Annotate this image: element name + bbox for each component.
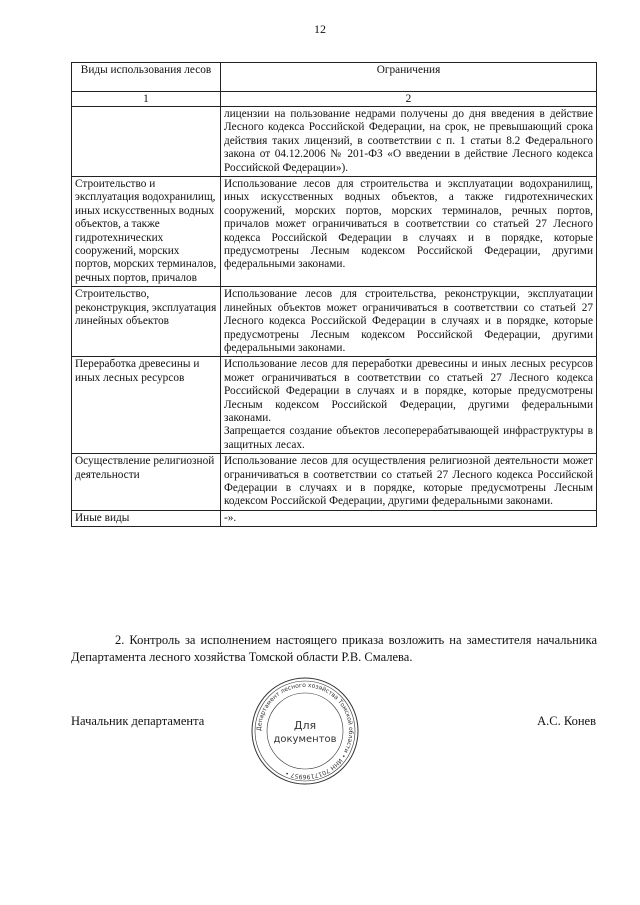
stamp-center-line-2: документов: [273, 734, 337, 745]
forest-use-type-cell: Переработка древесины и иных лесных ресурсов: [72, 357, 221, 454]
closing-paragraph: 2. Контроль за исполнением настоящего приказа возложить на заместителя начальника Департамента лесного хозяйства Томской области Р.В. Смалева.: [71, 633, 597, 664]
restriction-text: -».: [224, 511, 237, 524]
table-row: [72, 454, 597, 511]
forest-use-type-cell: [72, 107, 221, 177]
column-number-row: [72, 92, 597, 107]
restriction-cell: [221, 177, 597, 287]
restriction-text: Запрещается создание объектов лесоперерабатывающей инфраструктуры в защитных лесах.: [224, 425, 593, 451]
forest-use-type-cell: Строительство, реконструкция, эксплуатация линейных объектов: [72, 287, 221, 357]
restriction-text: Использование лесов для осуществления религиозной деятельности может ограничиваться в соответствии со статьей 27 Лесного кодекса Российской Федерации в случаях и в порядке, которые предусмотрены Лесным кодексом Российской Федерации, другими федеральными законами.: [224, 455, 593, 508]
restriction-cell: [221, 510, 597, 526]
restriction-text: Использование лесов для строительства и эксплуатации водохранилищ, иных искусственных водных объектов, а также гидротехнических сооружений, морских портов, морских терминалов, речных портов, причалов может ограничиваться в соответствии со статьей 27 Лесного кодекса Российской Федерации в случаях и в порядке, которые предусмотрены Лесным кодексом Российской Федерации, другими федеральными законами.: [224, 178, 593, 271]
restriction-cell: [221, 287, 597, 357]
stamp-center-line-1: Для: [293, 719, 317, 732]
table-row: [72, 510, 597, 526]
forest-use-restrictions-table: [71, 62, 597, 527]
column-number-1: 1: [72, 92, 221, 107]
restriction-cell: [221, 357, 597, 454]
table-row: [72, 177, 597, 287]
signature-name: А.С. Конев: [537, 714, 596, 728]
table-row: [72, 357, 597, 454]
official-stamp: [250, 676, 360, 786]
signature-title: Начальник департамента: [71, 714, 205, 728]
header-forest-use-types: Виды использования лесов: [72, 63, 221, 92]
restriction-continuation-cell: лицензии на пользование недрами получены до дня введения в действие Лесного кодекса Российской Федерации, на срок, не превышающий срока действия таких лицензий, в соответствии с п. 1 статьи 8.2 Федерального закона от 04.12.2006 № 201-ФЗ «О введении в действие Лесного кодекса Российской Федерации»).: [221, 107, 597, 177]
table-row: [72, 107, 597, 177]
column-number-2: 2: [221, 92, 597, 107]
restriction-text: Использование лесов для переработки древесины и иных лесных ресурсов может ограничиваться в соответствии со статьей 27 Лесного кодекса Российской Федерации в случаях и в порядке, которые предусмотрены Лесным кодексом Российской Федерации, другими федеральными законами.: [224, 358, 593, 424]
forest-use-type-cell: Осуществление религиозной деятельности: [72, 454, 221, 511]
restriction-cell: [221, 454, 597, 511]
header-restrictions: Ограничения: [221, 63, 597, 92]
restriction-text: Использование лесов для строительства, реконструкции, эксплуатации линейных объектов может ограничиваться в соответствии со статьей 27 Лесного кодекса Российской Федерации в случаях и в порядке, которые предусмотрены Лесным кодексом Российской Федерации, другими федеральными законами.: [224, 288, 593, 354]
forest-use-type-cell: Иные виды: [72, 510, 221, 526]
stamp-ring-text: Департамент лесного хозяйства Томской области • ИНН 7017196957 •: [255, 681, 355, 781]
table-header-row: [72, 63, 597, 92]
forest-use-type-cell: Строительство и эксплуатация водохранилищ, иных искусственных водных объектов, а также гидротехнических сооружений, морских портов, морских терминалов, речных портов, причалов: [72, 177, 221, 287]
page-number: 12: [314, 22, 326, 36]
table-row: [72, 287, 597, 357]
